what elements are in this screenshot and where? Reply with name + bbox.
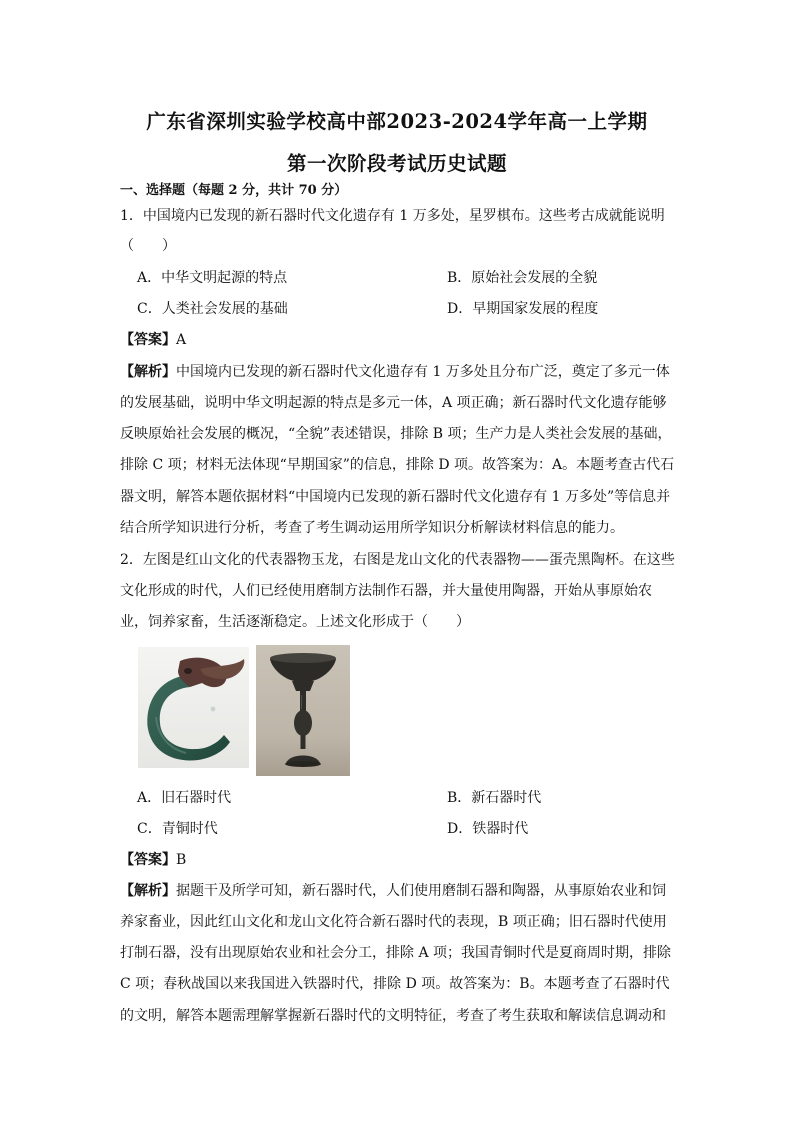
q1-analysis-line-2: 的发展基础，说明中华文明起源的特点是多元一体，A 项正确；新石器时代文化遗存能够 (120, 395, 667, 411)
q2-analysis-line-4: C 项；春秋战国以来我国进入铁器时代，排除 D 项。故答案为：B。本题考查了石器时代 (120, 976, 670, 992)
exam-title-line-2: 第一次阶段考试历史试题 (286, 152, 507, 175)
q2-option-a: A．旧石器时代 (137, 790, 232, 806)
answer-label: 【答案】 (120, 852, 176, 868)
q1-option-d: D．早期国家发展的程度 (447, 301, 599, 317)
q2-analysis-line-2: 养家畜业，因此红山文化和龙山文化符合新石器时代的表现，B 项正确；旧石器时代使用 (120, 914, 667, 930)
q2-stem-line-2: 文化形成的时代，人们已经使用磨制方法制作石器，并大量使用陶器，开始从事原始农 (120, 583, 652, 599)
answer-value: B (176, 852, 187, 868)
q1-option-b: B．原始社会发展的全貌 (447, 270, 598, 286)
q2-analysis-line-3: 打制石器，没有出现原始农业和社会分工，排除 A 项；我国青铜时代是夏商周时期，排除 (120, 945, 672, 961)
q2-analysis-line-1: 【解析】据题干及所学可知，新石器时代，人们使用磨制石器和陶器，从事原始农业和饲 (120, 883, 666, 899)
section-heading: 一、选择题（每题 2 分，共计 70 分） (120, 183, 348, 198)
analysis-label: 【解析】 (120, 883, 176, 899)
q1-stem-line-2: （ ） (120, 238, 176, 254)
q1-answer (120, 330, 186, 350)
q2-answer (120, 850, 186, 870)
jade-dragon-icon (138, 647, 249, 768)
answer-label: 【答案】 (120, 332, 176, 348)
q2-stem-line-3: 业，饲养家畜，生活逐渐稳定。上述文化形成于（ ） (120, 614, 470, 630)
q2-option-c: C．青铜时代 (137, 821, 218, 837)
q1-analysis-line-1: 【解析】中国境内已发现的新石器时代文化遗存有 1 万多处且分布广泛，奠定了多元一体 (120, 364, 670, 380)
q1-analysis-line-6: 结合所学知识进行分析，考查了考生调动运用所学知识分析解读材料信息的能力。 (120, 520, 624, 536)
pottery-cup-icon (256, 645, 350, 776)
q2-option-d: D．铁器时代 (447, 821, 529, 837)
q1-analysis-line-4: 排除 C 项；材料无法体现“早期国家”的信息，排除 D 项。故答案为：A。本题考查古代石 (120, 457, 675, 473)
q1-analysis-line-3: 反映原始社会发展的概况，“全貌”表述错误，排除 B 项；生产力是人类社会发展的基础， (120, 426, 672, 442)
q1-stem-line-1: 1．中国境内已发现的新石器时代文化遗存有 1 万多处，星罗棋布。这些考古成就能说明 (120, 208, 665, 224)
q2-option-b: B．新石器时代 (447, 790, 542, 806)
q1-option-a: A．中华文明起源的特点 (137, 270, 288, 286)
exam-title-line-1: 广东省深圳实验学校高中部2023-2024学年高一上学期 (146, 110, 648, 133)
q1-option-c: C．人类社会发展的基础 (137, 301, 288, 317)
answer-value: A (176, 332, 187, 348)
jade-dragon-image (138, 647, 249, 768)
q2-analysis-line-5: 的文明，解答本题需理解掌握新石器时代的文明特征，考查了考生获取和解读信息调动和 (120, 1008, 666, 1024)
black-pottery-cup-image (256, 645, 350, 776)
q2-stem-line-1: 2．左图是红山文化的代表器物玉龙，右图是龙山文化的代表器物——蛋壳黑陶杯。在这些 (120, 552, 675, 568)
q1-analysis-line-5: 器文明，解答本题依据材料“中国境内已发现的新石器时代文化遗存有 1 万多处”等信息并 (120, 489, 671, 505)
analysis-label: 【解析】 (120, 364, 176, 380)
